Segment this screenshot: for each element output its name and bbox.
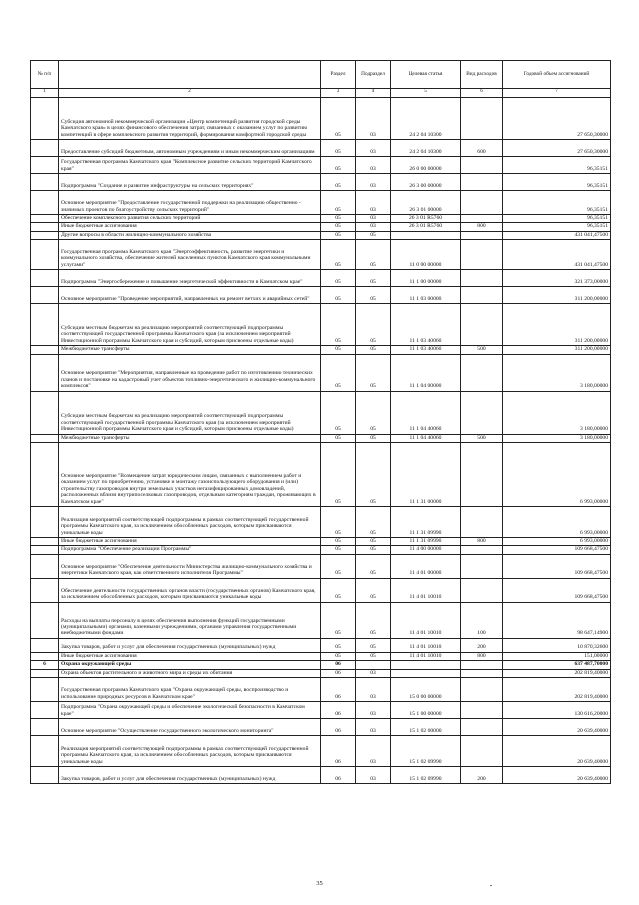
row-number [31,304,59,346]
table-body [31,98,611,784]
row-volume: 96,35151 [503,223,611,231]
row-target: 11 1 31 09990 [391,507,461,538]
row-name: Обеспечение комплексного развития сельских территорий [59,215,321,223]
row-volume: 96,35151 [503,191,611,215]
row-section: 05 [321,140,356,157]
row-name: Субсидия автономной некоммерческой организации «Центр компетенций развития городской среды Камчатского края» в целях финансового обеспечения затрат, связанных с оказанием услуг по развитию компетенций в сфере комплексного развития территорий, формирования комфортной городской среды [59,98,321,140]
row-subsection: 03 [356,174,391,191]
row-section: 05 [321,354,356,391]
header-num: № п/п [31,61,59,89]
row-exp-type: 600 [461,140,503,157]
table-row [31,231,611,239]
row-number [31,434,59,442]
row-exp-type [461,231,503,239]
row-subsection: 05 [356,443,391,507]
row-exp-type [461,304,503,346]
row-name: Иные бюджетные ассигнования [59,223,321,231]
row-section: 06 [321,661,356,669]
row-target: 11 1 03 40060 [391,346,461,354]
row-section: 06 [321,736,356,767]
row-section: 05 [321,191,356,215]
row-volume: 96,35151 [503,174,611,191]
row-subsection: 05 [356,391,391,434]
row-exp-type [461,702,503,719]
row-subsection: 05 [356,434,391,442]
row-volume: 6 993,00000 [503,538,611,546]
row-target: 11 1 03 40060 [391,304,461,346]
row-number [31,223,59,231]
row-section: 05 [321,287,356,304]
row-target: 15 1 00 00000 [391,702,461,719]
row-volume: 151,00000 [503,652,611,660]
row-section: 05 [321,602,356,638]
row-target: 26 3 01 00000 [391,191,461,215]
row-name: Иные бюджетные ассигнования [59,538,321,546]
row-name: Реализация мероприятий соответствующей подпрограммы в рамках соответствующей государственной программы Камчатского края, за исключением обособленных расходов, которым присваиваются уникальные коды [59,507,321,538]
row-subsection: 03 [356,98,391,140]
row-name: Основное мероприятие "Предоставление государственной поддержки на реализацию общественно - значимых проектов по благоустройству сельских территорий" [59,191,321,215]
column-number: 1 [31,89,59,98]
row-number [31,719,59,736]
row-name: Государственная программа Камчатского края "Комплексное развитие сельских территорий Камчатского края" [59,157,321,174]
row-number [31,140,59,157]
table-row [31,434,611,442]
row-number [31,736,59,767]
row-number [31,652,59,660]
table-row [31,678,611,702]
row-target [391,669,461,677]
row-subsection: 05 [356,304,391,346]
row-volume: 637 487,70000 [503,661,611,669]
table-row [31,157,611,174]
row-number [31,231,59,239]
table-row [31,661,611,669]
row-subsection: 03 [356,215,391,223]
table-row [31,304,611,346]
row-section: 05 [321,223,356,231]
column-number: 6 [461,89,503,98]
row-target: 11 4 01 10010 [391,578,461,602]
row-number [31,240,59,270]
row-number [31,346,59,354]
row-target: 11 4 01 10010 [391,602,461,638]
row-exp-type: 100 [461,602,503,638]
row-volume: 96,35151 [503,215,611,223]
row-number [31,554,59,578]
table-row [31,554,611,578]
row-exp-type: 200 [461,767,503,784]
row-subsection: 03 [356,736,391,767]
row-exp-type [461,270,503,287]
table-row [31,602,611,638]
row-exp-type [461,507,503,538]
row-name: Подпрограмма "Охрана окружающей среды и обеспечение экологической безопасности в Камчатском крае" [59,702,321,719]
row-exp-type: 800 [461,652,503,660]
row-name: Расходы на выплаты персоналу в целях обеспечения выполнения функций государственными (муниципальными) органами, казенными учреждениями, органами управления государственными внебюджетными фондами [59,602,321,638]
row-exp-type [461,661,503,669]
row-volume: 20 639,40000 [503,736,611,767]
row-exp-type [461,546,503,554]
row-name: Подпрограмма "Создание и развитие инфраструктуры на сельских территориях" [59,174,321,191]
header-section: Раздел [321,61,356,89]
row-number [31,669,59,677]
row-target: 15 1 02 09990 [391,736,461,767]
row-exp-type [461,191,503,215]
row-number [31,443,59,507]
table-row [31,215,611,223]
row-section: 05 [321,240,356,270]
row-subsection: 05 [356,287,391,304]
table-row [31,669,611,677]
row-target: 11 1 04 40060 [391,434,461,442]
row-name: Основное мероприятие "Осуществление государственного экологического мониторинга" [59,719,321,736]
row-section: 05 [321,215,356,223]
row-number [31,546,59,554]
row-name: Подпрограмма "Энергосбережение и повышение энергетической эффективности в Камчатском крае" [59,270,321,287]
row-target [391,231,461,239]
row-target [391,661,461,669]
row-section: 06 [321,719,356,736]
row-subsection: 05 [356,240,391,270]
row-name: Другие вопросы в области жилищно-коммунального хозяйства [59,231,321,239]
row-section: 05 [321,538,356,546]
row-section: 05 [321,391,356,434]
row-number [31,174,59,191]
column-number: 4 [356,89,391,98]
row-exp-type [461,669,503,677]
row-exp-type [461,678,503,702]
row-target: 11 1 31 09990 [391,538,461,546]
row-section: 05 [321,554,356,578]
row-target: 11 4 01 10010 [391,638,461,652]
row-section: 05 [321,98,356,140]
row-number [31,602,59,638]
header-name [59,61,321,89]
column-number: 7 [503,89,611,98]
row-exp-type: 800 [461,223,503,231]
row-exp-type [461,578,503,602]
row-volume: 27 650,30000 [503,98,611,140]
row-exp-type [461,98,503,140]
row-target: 15 0 00 00000 [391,678,461,702]
row-section: 05 [321,638,356,652]
row-target: 11 4 01 10010 [391,652,461,660]
row-subsection: 03 [356,191,391,215]
row-target: 11 1 31 00000 [391,443,461,507]
row-section: 05 [321,652,356,660]
row-target: 26 3 00 00000 [391,174,461,191]
row-target: 26 0 00 00000 [391,157,461,174]
row-exp-type: 200 [461,638,503,652]
row-exp-type: 500 [461,346,503,354]
row-section: 05 [321,270,356,287]
row-name: Охрана окружающей среды [59,661,321,669]
row-target: 11 1 04 40060 [391,391,461,434]
row-volume: 431 041,47500 [503,231,611,239]
table-header-row [31,61,611,89]
row-name: Охрана объектов растительного и животного мира и среды их обитания [59,669,321,677]
row-name: Подпрограмма "Обеспечение реализации Программы" [59,546,321,554]
row-subsection: 05 [356,231,391,239]
row-section: 05 [321,231,356,239]
row-name: Обеспечение деятельности государственных органов власти (государственных органов) Камчатского края, за исключением обособленных расходов, которым присваиваются уникальные коды [59,578,321,602]
row-section: 05 [321,507,356,538]
row-target: 26 3 01 R5760 [391,223,461,231]
row-subsection: 03 [356,223,391,231]
header-exp-type: Вид расходов [461,61,503,89]
table-row [31,443,611,507]
table-row [31,140,611,157]
row-number [31,215,59,223]
row-volume: 321 373,00000 [503,270,611,287]
row-exp-type [461,240,503,270]
row-number [31,191,59,215]
row-volume: 98 647,14900 [503,602,611,638]
row-exp-type [461,443,503,507]
row-section: 05 [321,434,356,442]
row-subsection: 03 [356,702,391,719]
header-target: Целевая статья [391,61,461,89]
row-volume: 20 639,40000 [503,719,611,736]
row-volume: 3 180,00000 [503,391,611,434]
row-target: 24 2 04 10300 [391,140,461,157]
table-row [31,391,611,434]
row-subsection: 05 [356,538,391,546]
row-subsection [356,661,391,669]
table-row [31,767,611,784]
row-subsection: 03 [356,767,391,784]
header-volume: Годовой объем ассигнований [503,61,611,89]
row-number [31,270,59,287]
row-subsection: 05 [356,578,391,602]
row-volume: 3 180,00000 [503,434,611,442]
row-exp-type [461,354,503,391]
row-volume: 6 993,00000 [503,507,611,538]
row-volume: 6 993,00000 [503,443,611,507]
row-exp-type: 500 [461,434,503,442]
column-number: 5 [391,89,461,98]
row-subsection: 05 [356,602,391,638]
row-number [31,391,59,434]
table-row [31,507,611,538]
row-subsection: 05 [356,354,391,391]
row-target: 11 4 01 00000 [391,554,461,578]
row-number [31,678,59,702]
row-target: 15 1 02 00000 [391,719,461,736]
row-section: 05 [321,443,356,507]
table-row [31,174,611,191]
row-name: Межбюджетные трансферты [59,346,321,354]
table-row [31,652,611,660]
row-name: Основное мероприятие "Возмещение затрат юридическим лицам, связанных с выполнением работ и оказанием услуг по приобретению, установке и монтажу газоиспользующего оборудования и (или) строительству газопроводов внутри земельных участков негазифицированных домовладений, расположенных вблизи внутрипоселковых газопроводов, отдельным категориям граждан, проживающих в Камчатском крае" [59,443,321,507]
row-volume: 109 668,47500 [503,554,611,578]
row-subsection: 05 [356,270,391,287]
row-number [31,507,59,538]
row-volume: 202 819,40000 [503,669,611,677]
row-name: Основное мероприятие "Мероприятия, направленные на проведение работ по изготовлению технических планов и постановке на кадастровый учет объектов топливно-энергетического и жилищно-коммунального комплексов" [59,354,321,391]
row-exp-type [461,391,503,434]
row-number [31,157,59,174]
row-section: 05 [321,546,356,554]
table-row [31,240,611,270]
row-target: 11 1 00 00000 [391,270,461,287]
row-volume: 431 041,47500 [503,240,611,270]
row-subsection: 03 [356,140,391,157]
row-volume: 311 200,00000 [503,346,611,354]
table-row [31,702,611,719]
row-number [31,638,59,652]
row-volume: 311 200,00000 [503,304,611,346]
row-section: 06 [321,669,356,677]
row-volume: 109 668,47500 [503,546,611,554]
row-name: Реализация мероприятий соответствующей подпрограммы в рамках соответствующей государственной программы Камчатского края, за исключением обособленных расходов, которым присваиваются уникальные коды [59,736,321,767]
row-number [31,702,59,719]
table-row [31,736,611,767]
row-section: 05 [321,346,356,354]
row-target: 11 4 00 00000 [391,546,461,554]
row-name: Субсидии местным бюджетам на реализацию мероприятий соответствующей подпрограммы соответствующей государственной программы Камчатского края (за исключением мероприятий Инвестиционной программы Камчатского края и субсидий, которым присвоены отдельные коды) [59,304,321,346]
column-number: 2 [59,89,321,98]
row-target: 26 3 01 R5760 [391,215,461,223]
row-name: Предоставление субсидий бюджетным, автономным учреждениям и иным некоммерческим организациям [59,140,321,157]
row-target: 15 1 02 09990 [391,767,461,784]
row-volume: 3 180,00000 [503,354,611,391]
table-row [31,354,611,391]
row-exp-type [461,736,503,767]
page-number: 35 [316,880,323,887]
row-volume: 10 870,32600 [503,638,611,652]
table-row [31,191,611,215]
row-section: 05 [321,174,356,191]
row-volume: 202 819,40000 [503,678,611,702]
row-number [31,538,59,546]
row-exp-type [461,157,503,174]
row-section: 06 [321,767,356,784]
row-target: 11 1 03 00000 [391,287,461,304]
row-subsection: 05 [356,507,391,538]
row-name: Государственная программа Камчатского края "Энергоэффективность, развитие энергетики и коммунального хозяйства, обеспечение жителей населенных пунктов Камчатского края коммунальными услугами" [59,240,321,270]
row-number: 6 [31,661,59,669]
row-subsection: 05 [356,346,391,354]
table-row [31,270,611,287]
row-section: 05 [321,304,356,346]
row-section: 05 [321,578,356,602]
scan-mark [490,885,492,886]
header-subsection: Подраздел [356,61,391,89]
column-number: 3 [321,89,356,98]
row-subsection: 03 [356,719,391,736]
row-exp-type: 800 [461,538,503,546]
column-number-row [31,89,611,98]
row-volume: 130 616,20000 [503,702,611,719]
row-subsection: 05 [356,638,391,652]
table-row [31,638,611,652]
row-subsection: 03 [356,678,391,702]
row-exp-type [461,287,503,304]
row-name: Основное мероприятие "Обеспечение деятельности Министерства жилищно-коммунального хозяйства и энергетики Камчатского края, как ответственного исполнителя Программы" [59,554,321,578]
row-target: 11 1 04 00000 [391,354,461,391]
row-subsection: 03 [356,669,391,677]
row-exp-type [461,174,503,191]
row-name: Основное мероприятие "Проведение мероприятий, направленных на ремонт ветхих и аварийных сетей" [59,287,321,304]
table-row [31,346,611,354]
row-subsection: 03 [356,157,391,174]
row-target: 24 2 04 10300 [391,98,461,140]
table-row [31,287,611,304]
row-exp-type [461,215,503,223]
row-name: Государственная программа Камчатского края "Охрана окружающей среды, воспроизводство и использование природных ресурсов в Камчатском крае" [59,678,321,702]
table-row [31,546,611,554]
row-name: Межбюджетные трансферты [59,434,321,442]
table-row [31,538,611,546]
row-volume: 20 639,40000 [503,767,611,784]
budget-table [30,60,611,784]
table-row [31,719,611,736]
table-row [31,578,611,602]
row-number [31,287,59,304]
table-row [31,223,611,231]
row-name: Субсидии местным бюджетам на реализацию мероприятий соответствующей подпрограммы соответствующей государственной программы Камчатского края (за исключением мероприятий Инвестиционной программы Камчатского края и субсидий, которым присвоены отдельные коды) [59,391,321,434]
row-volume: 96,35151 [503,157,611,174]
row-subsection: 05 [356,554,391,578]
row-volume: 311 200,00000 [503,287,611,304]
row-subsection: 05 [356,652,391,660]
row-section: 06 [321,678,356,702]
row-number [31,98,59,140]
row-section: 05 [321,157,356,174]
row-volume: 109 668,47500 [503,578,611,602]
row-section: 06 [321,702,356,719]
row-number [31,354,59,391]
row-number [31,767,59,784]
row-name: Иные бюджетные ассигнования [59,652,321,660]
row-number [31,578,59,602]
row-target: 11 0 00 00000 [391,240,461,270]
row-subsection: 05 [356,546,391,554]
row-exp-type [461,719,503,736]
row-volume: 27 650,30000 [503,140,611,157]
row-exp-type [461,554,503,578]
row-name: Закупка товаров, работ и услуг для обеспечения государственных (муниципальных) нужд [59,767,321,784]
table-row [31,98,611,140]
row-name: Закупка товаров, работ и услуг для обеспечения государственных (муниципальных) нужд [59,638,321,652]
